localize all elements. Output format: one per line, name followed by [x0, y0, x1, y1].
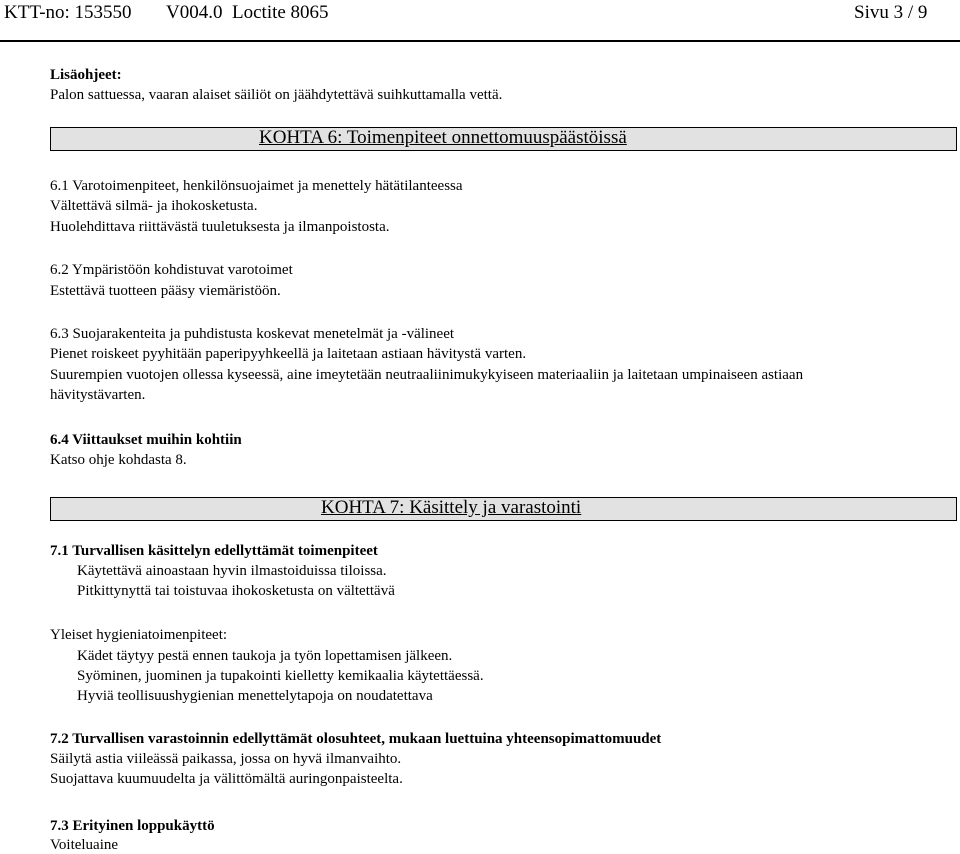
hygiene-line: Syöminen, juominen ja tupakointi kielletty kemikaalia käytettäessä. [77, 668, 484, 684]
section-7-2-line: Säilytä astia viileässä paikassa, jossa on hyvä ilmanvaihto. [50, 751, 402, 767]
section-6-3-line: Suurempien vuotojen ollessa kyseessä, aine imeytetään neutraaliinimukykyiseen materiaaliin ja laitetaan umpinaiseen astiaan [50, 367, 804, 383]
section-7-3-line: Voiteluaine [50, 837, 119, 853]
section-6-3-heading: 6.3 Suojarakenteita ja puhdistusta koskevat menetelmät ja -välineet [50, 326, 455, 342]
section-6-1-heading: 6.1 Varotoimenpiteet, henkilönsuojaimet ja menettely hätätilanteessa [50, 178, 463, 194]
section-6-4-line: Katso ohje kohdasta 8. [50, 452, 187, 468]
section-7-1-heading: 7.1 Turvallisen käsittelyn edellyttämät toimenpiteet [50, 543, 378, 559]
section-6-1-line: Huolehdittava riittävästä tuuletuksesta ja ilmanpoistosta. [50, 219, 390, 235]
header-divider [0, 40, 960, 42]
section-6-3-line: hävitystävarten. [50, 387, 146, 403]
extra-instructions-heading: Lisäohjeet: [50, 67, 122, 83]
hygiene-heading: Yleiset hygieniatoimenpiteet: [50, 627, 228, 643]
section-6-2-heading: 6.2 Ympäristöön kohdistuvat varotoimet [50, 262, 293, 278]
document-version: V004.0 [166, 2, 223, 23]
section-6-title: KOHTA 6: Toimenpiteet onnettomuuspäästöissä [259, 127, 627, 148]
hygiene-line: Kädet täytyy pestä ennen taukoja ja työn lopettamisen jälkeen. [77, 648, 453, 664]
page-number: Sivu 3 / 9 [854, 2, 928, 23]
section-7-title: KOHTA 7: Käsittely ja varastointi [321, 497, 582, 518]
section-7-2-line: Suojattava kuumuudelta ja välittömältä auringonpaisteelta. [50, 771, 403, 787]
section-7-2-heading: 7.2 Turvallisen varastoinnin edellyttämät olosuhteet, mukaan luettuina yhteensopimattomuudet [50, 731, 662, 747]
section-7-3-heading: 7.3 Erityinen loppukäyttö [50, 818, 215, 834]
product-name: Loctite 8065 [232, 2, 329, 23]
section-7-1-line: Käytettävä ainoastaan hyvin ilmastoiduissa tiloissa. [77, 563, 387, 579]
section-6-1-line: Vältettävä silmä- ja ihokosketusta. [50, 198, 258, 214]
section-7-bar [50, 497, 957, 521]
section-7-1-line: Pitkittynyttä tai toistuvaa ihokosketusta on vältettävä [77, 583, 395, 599]
hygiene-line: Hyviä teollisuushygienian menettelytapoja on noudatettava [77, 688, 433, 704]
extra-instructions-text: Palon sattuessa, vaaran alaiset säiliöt on jäähdytettävä suihkuttamalla vettä. [50, 87, 503, 103]
section-6-4-heading: 6.4 Viittaukset muihin kohtiin [50, 432, 242, 448]
document-id: KTT-no: 153550 [4, 2, 132, 23]
section-6-2-line: Estettävä tuotteen pääsy viemäristöön. [50, 283, 281, 299]
section-6-bar [50, 127, 957, 151]
section-6-3-line: Pienet roiskeet pyyhitään paperipyyhkeellä ja laitetaan astiaan hävitystä varten. [50, 346, 527, 362]
